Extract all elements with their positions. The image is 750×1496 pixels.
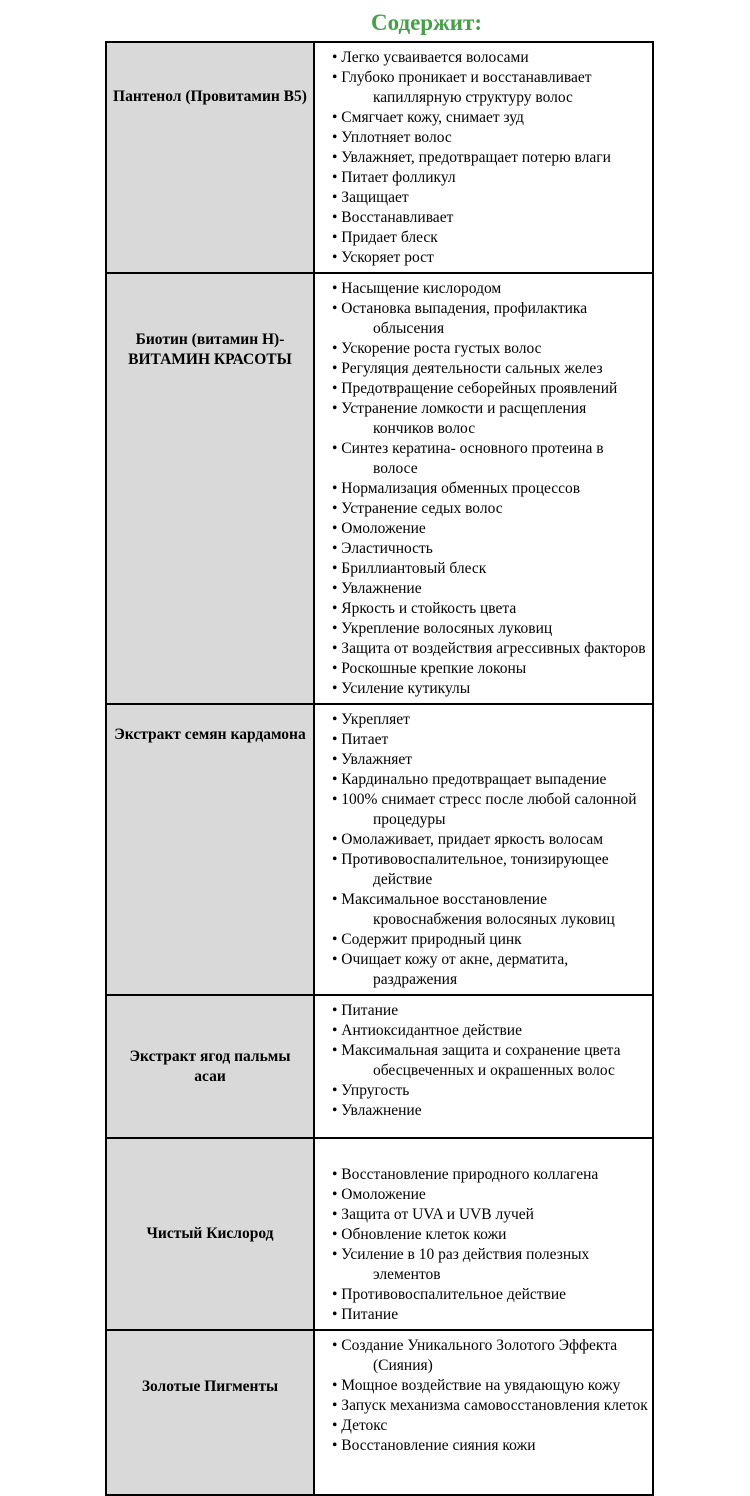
benefit-item: • Насыщение кислородом (332, 280, 502, 297)
benefit-item: • Регуляция деятельности сальных желез (332, 360, 603, 377)
benefits-cell (314, 995, 653, 1138)
table-row (106, 995, 653, 1138)
benefit-item: • Ускорение роста густых волос (332, 340, 542, 357)
benefit-item: • Запуск механизма самовосстановления клеток (332, 1397, 648, 1414)
benefits-list (326, 1336, 650, 1456)
benefit-item: • Защищает (332, 189, 409, 206)
benefits-cell (314, 704, 653, 995)
benefits-list (326, 279, 650, 699)
page-title: Содержит: (371, 10, 482, 35)
benefit-item: • Бриллиантовый блеск (332, 560, 487, 577)
benefit-item: • Защита от UVA и UVB лучей (332, 1206, 534, 1223)
benefits-list (326, 710, 650, 990)
benefits-cell (314, 1330, 653, 1495)
benefit-item: • Восстановление природного коллагена (332, 1166, 599, 1183)
benefit-item: • Ускоряет рост (332, 249, 434, 266)
document-page (0, 10, 750, 1496)
benefit-item: • Питает (332, 731, 389, 748)
benefit-item: • Противовоспалительное действие (332, 1286, 567, 1303)
ingredient-name-cell (106, 1138, 314, 1330)
benefit-item: • Восстанавливает (332, 209, 454, 226)
benefit-item: • Легко усваивается волосами (332, 49, 529, 66)
benefit-item: • Омолаживает, придает яркость волосам (332, 831, 604, 848)
benefit-item: • Остановка выпадения, профилактика облысения (332, 300, 588, 337)
benefits-cell (314, 273, 653, 704)
benefits-list (326, 1001, 650, 1121)
ingredient-name: Экстракт семян кардамона (114, 726, 306, 743)
ingredient-name-cell (106, 42, 314, 273)
benefit-item: • Предотвращение себорейных проявлений (332, 380, 618, 397)
benefit-item: • Мощное воздействие на увядающую кожу (332, 1377, 621, 1394)
ingredient-name: Биотин (витамин Н)- (135, 331, 285, 348)
benefit-item: • Питание (332, 1002, 399, 1019)
benefit-item: • Питает фолликул (332, 169, 456, 186)
benefit-item: • Омоложение (332, 1186, 426, 1203)
benefit-item: • Упругость (332, 1082, 410, 1099)
benefit-item: • Уплотняет волос (332, 129, 452, 146)
benefit-item: • Нормализация обменных процессов (332, 480, 581, 497)
benefit-item: • Яркость и стойкость цвета (332, 600, 517, 617)
benefit-item: • Увлажняет (332, 751, 413, 768)
benefit-item: • Устранение ломкости и расщепления кончиков волос (332, 400, 587, 437)
ingredient-name-cell (106, 273, 314, 704)
ingredient-name-line2: ВИТАМИН КРАСОТЫ (128, 351, 292, 368)
benefit-item: • Обновление клеток кожи (332, 1226, 507, 1243)
ingredient-name-cell (106, 1330, 314, 1495)
benefits-cell (314, 42, 653, 273)
benefit-item: • Максимальное восстановление кровоснабжения волосяных луковиц (332, 891, 615, 928)
benefit-item: • Детокс (332, 1417, 388, 1434)
benefit-item: • Эластичность (332, 540, 433, 557)
benefit-item: • Кардинально предотвращает выпадение (332, 771, 607, 788)
benefits-list (326, 48, 650, 268)
table-row (106, 273, 653, 704)
benefit-item: • Омоложение (332, 520, 426, 537)
benefit-item: • Увлажнение (332, 1102, 422, 1119)
ingredient-name: Пантенол (Провитамин B5) (113, 88, 307, 105)
ingredients-table (105, 41, 654, 1496)
benefit-item: • Содержит природный цинк (332, 931, 522, 948)
ingredient-name: Чистый Кислород (146, 1225, 274, 1242)
table-row (106, 42, 653, 273)
benefit-item: • Восстановление сияния кожи (332, 1437, 536, 1454)
benefit-item: • Увлажнение (332, 580, 422, 597)
benefit-item: • Противовоспалительное, тонизирующее действие (332, 851, 609, 888)
benefit-item: • Максимальная защита и сохранение цвета обесцвеченных и окрашенных волос (332, 1042, 621, 1079)
benefit-item: • Очищает кожу от акне, дерматита, раздражения (332, 951, 569, 988)
benefit-item: • Придает блеск (332, 229, 438, 246)
benefit-item: • Усиление кутикулы (332, 680, 471, 697)
benefit-item: • Увлажняет, предотвращает потерю влаги (332, 149, 611, 166)
benefit-item: • Усиление в 10 раз действия полезных элементов (332, 1246, 590, 1283)
benefit-item: • 100% снимает стресс после любой салонной процедуры (332, 791, 637, 828)
table-row (106, 1138, 653, 1330)
benefit-item: • Устранение седых волос (332, 500, 503, 517)
table-row (106, 704, 653, 995)
ingredient-name-cell (106, 995, 314, 1138)
ingredient-name-cell (106, 704, 314, 995)
benefit-item: • Создание Уникального Золотого Эффекта (Сияния) (332, 1337, 618, 1374)
benefit-item: • Антиоксидантное действие (332, 1022, 522, 1039)
ingredient-name: Экстракт ягод пальмы асаи (129, 1047, 291, 1085)
benefit-item: • Укрепление волосяных луковиц (332, 620, 553, 637)
benefits-list (326, 1165, 650, 1325)
benefit-item: • Укрепляет (332, 711, 410, 728)
benefit-item: • Синтез кератина- основного протеина в волосе (332, 440, 604, 477)
table-row (106, 1330, 653, 1495)
ingredient-name: Золотые Пигменты (141, 1378, 279, 1395)
benefits-cell (314, 1138, 653, 1330)
benefit-item: • Защита от воздействия агрессивных факторов (332, 640, 646, 657)
benefit-item: • Смягчает кожу, снимает зуд (332, 109, 524, 126)
benefit-item: • Роскошные крепкие локоны (332, 660, 527, 677)
benefit-item: • Глубоко проникает и восстанавливает капиллярную структуру волос (332, 69, 592, 106)
benefit-item: • Питание (332, 1306, 399, 1323)
